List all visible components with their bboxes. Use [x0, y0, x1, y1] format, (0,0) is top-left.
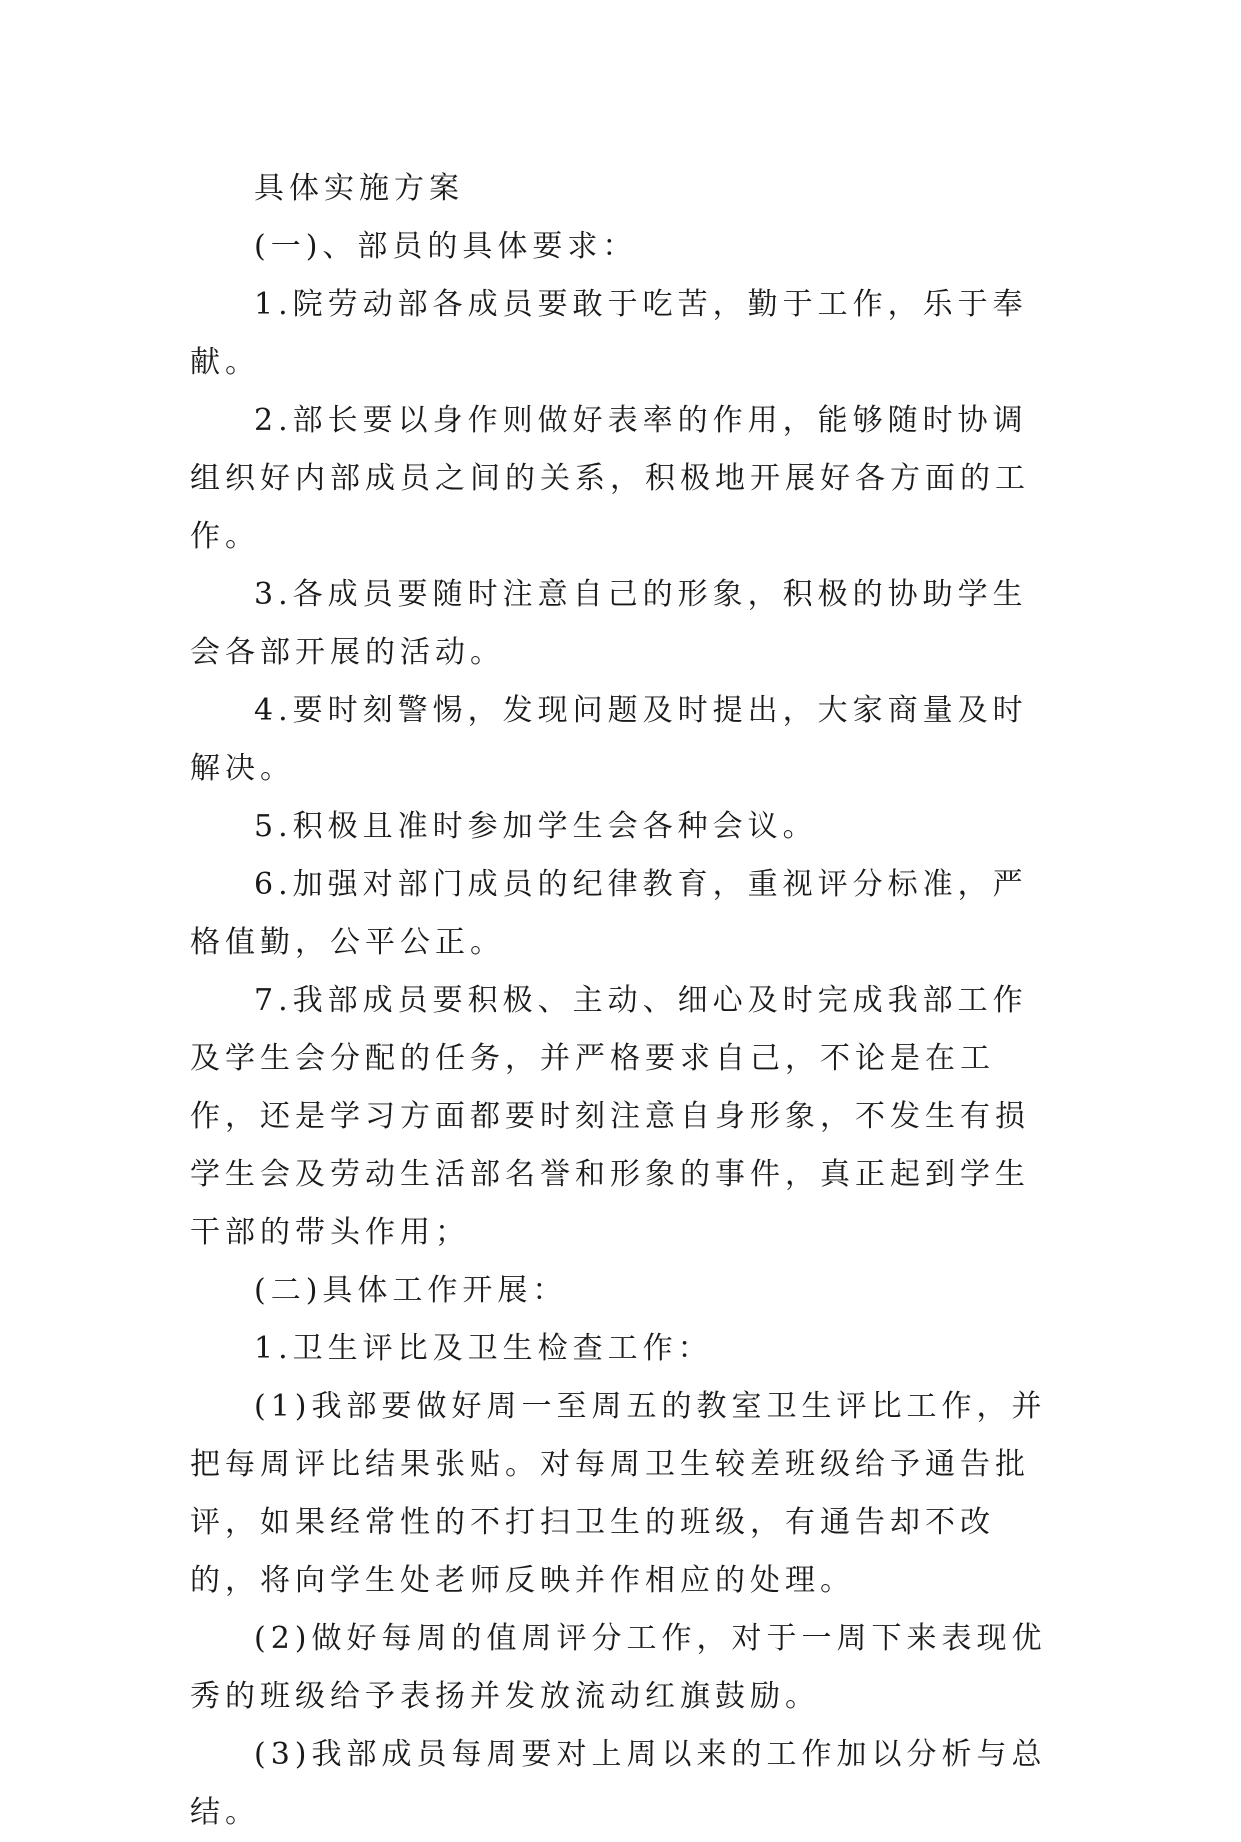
requirement-item-4: 4.要时刻警惕，发现问题及时提出，大家商量及时解决。 [190, 693, 1028, 786]
work-subitem-2: (2)做好每周的值周评分工作，对于一周下来表现优秀的班级给予表扬并发放流动红旗鼓励。 [190, 1621, 1047, 1714]
requirement-item-3: 3.各成员要随时注意自己的形象，积极的协助学生会各部开展的活动。 [190, 577, 1028, 670]
requirement-item-7: 7.我部成员要积极、主动、细心及时完成我部工作及学生会分配的任务，并严格要求自己，不论是在工作，还是学习方面都要时刻注意自身形象，不发生有损学生会及劳动生活部名誉和形象的事件，真正起到学生干部的带头作用； [190, 983, 1030, 1250]
document-body [190, 160, 1050, 1842]
requirement-item-5: 5.积极且准时参加学生会各种会议。 [254, 809, 818, 844]
work-subitem-1: (1)我部要做好周一至周五的教室卫生评比工作，并把每周评比结果张贴。对每周卫生较差班级给予通告批评，如果经常性的不打扫卫生的班级，有通告却不改的，将向学生处老师反映并作相应的处理。 [190, 1389, 1047, 1598]
requirement-item-1: 1.院劳动部各成员要敢于吃苦，勤于工作，乐于奉献。 [190, 287, 1028, 380]
requirement-item-6: 6.加强对部门成员的纪律教育，重视评分标准，严格值勤，公平公正。 [190, 867, 1028, 960]
subsection-heading-work: (二)具体工作开展： [254, 1273, 568, 1308]
work-subitem-3: (3)我部成员每周要对上周以来的工作加以分析与总结。 [190, 1737, 1047, 1830]
work-item-1-heading: 1.卫生评比及卫生检查工作： [254, 1331, 713, 1366]
subsection-heading-member-requirements: (一)、部员的具体要求： [254, 229, 638, 264]
requirement-item-2: 2.部长要以身作则做好表率的作用，能够随时协调组织好内部成员之间的关系，积极地开展好各方面的工作。 [190, 403, 1030, 554]
section-heading: 具体实施方案 [254, 171, 464, 206]
